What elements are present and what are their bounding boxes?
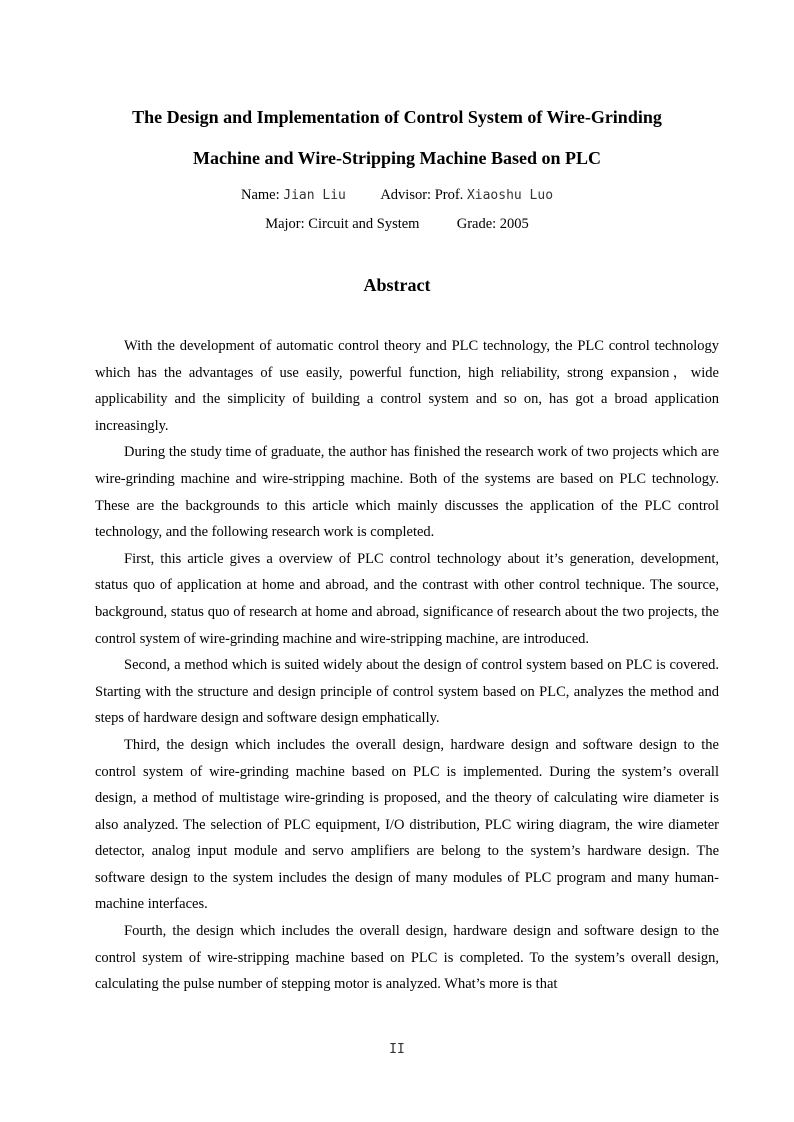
- abstract-heading: Abstract: [363, 275, 431, 295]
- paragraph: Third, the design which includes the overall design, hardware design and software design to the control system of wire-grinding machine based on PLC is implemented. During the system’s overall design, a method of multistage wire-grinding is proposed, and the theory of calculating wire diameter is also analyzed. The selection of PLC equipment, I/O distribution, PLC wiring diagram, the wire diameter detector, analog input module and servo amplifiers are belong to the system’s hardware design. The software design to the system includes the design of many modules of PLC program and many human-machine interfaces.: [95, 736, 719, 913]
- major-label: Major:: [265, 216, 305, 232]
- author-line: [60, 185, 734, 206]
- paper-title-line-1: The Design and Implementation of Control System of Wire-Grinding: [132, 107, 662, 127]
- major-grade-line: [60, 214, 734, 234]
- paragraph: Second, a method which is suited widely about the design of control system based on PLC is covered. Starting with the structure and design principle of control system based on PLC, analyzes the method and steps of hardware design and software design emphatically.: [95, 657, 719, 727]
- paper-title-line-2: Machine and Wire-Stripping Machine Based on PLC: [192, 148, 602, 168]
- major-value: Circuit and System: [308, 216, 420, 232]
- grade-value: 2005: [499, 216, 529, 232]
- name-label: Name:: [240, 187, 280, 203]
- advisor-label: Advisor: Prof.: [380, 187, 464, 203]
- paragraph: With the development of automatic control theory and PLC technology, the PLC control technology which has the advantages of use easily, powerful function, high reliability, strong expansion，wide applicability and the simplicity of building a control system and so on, has got a broad application increasingly.: [95, 338, 719, 434]
- page-number: II: [389, 1042, 405, 1057]
- advisor-value: Xiaoshu Luo: [466, 188, 554, 203]
- paragraph: First, this article gives a overview of PLC control technology about it’s generation, development, status quo of application at home and abroad, and the contrast with other control technique. The source, background, status quo of research at home and abroad, significance of research about the two projects, the control system of wire-grinding machine and wire-stripping machine, are introduced.: [95, 550, 719, 647]
- name-value: Jian Liu: [283, 188, 346, 203]
- grade-label: Grade:: [456, 216, 497, 232]
- abstract-body: [95, 333, 719, 998]
- paragraph: During the study time of graduate, the author has finished the research work of two projects which are wire-grinding machine and wire-stripping machine. Both of the systems are based on PLC technology. These are the backgrounds to this article which mainly discusses the application of the PLC control technology, and the following research work is completed.: [95, 444, 719, 541]
- paragraph: Fourth, the design which includes the overall design, hardware design and software design to the control system of wire-stripping machine based on PLC is completed. To the system’s overall design, calculating the pulse number of stepping motor is analyzed. What’s more is that: [95, 923, 719, 993]
